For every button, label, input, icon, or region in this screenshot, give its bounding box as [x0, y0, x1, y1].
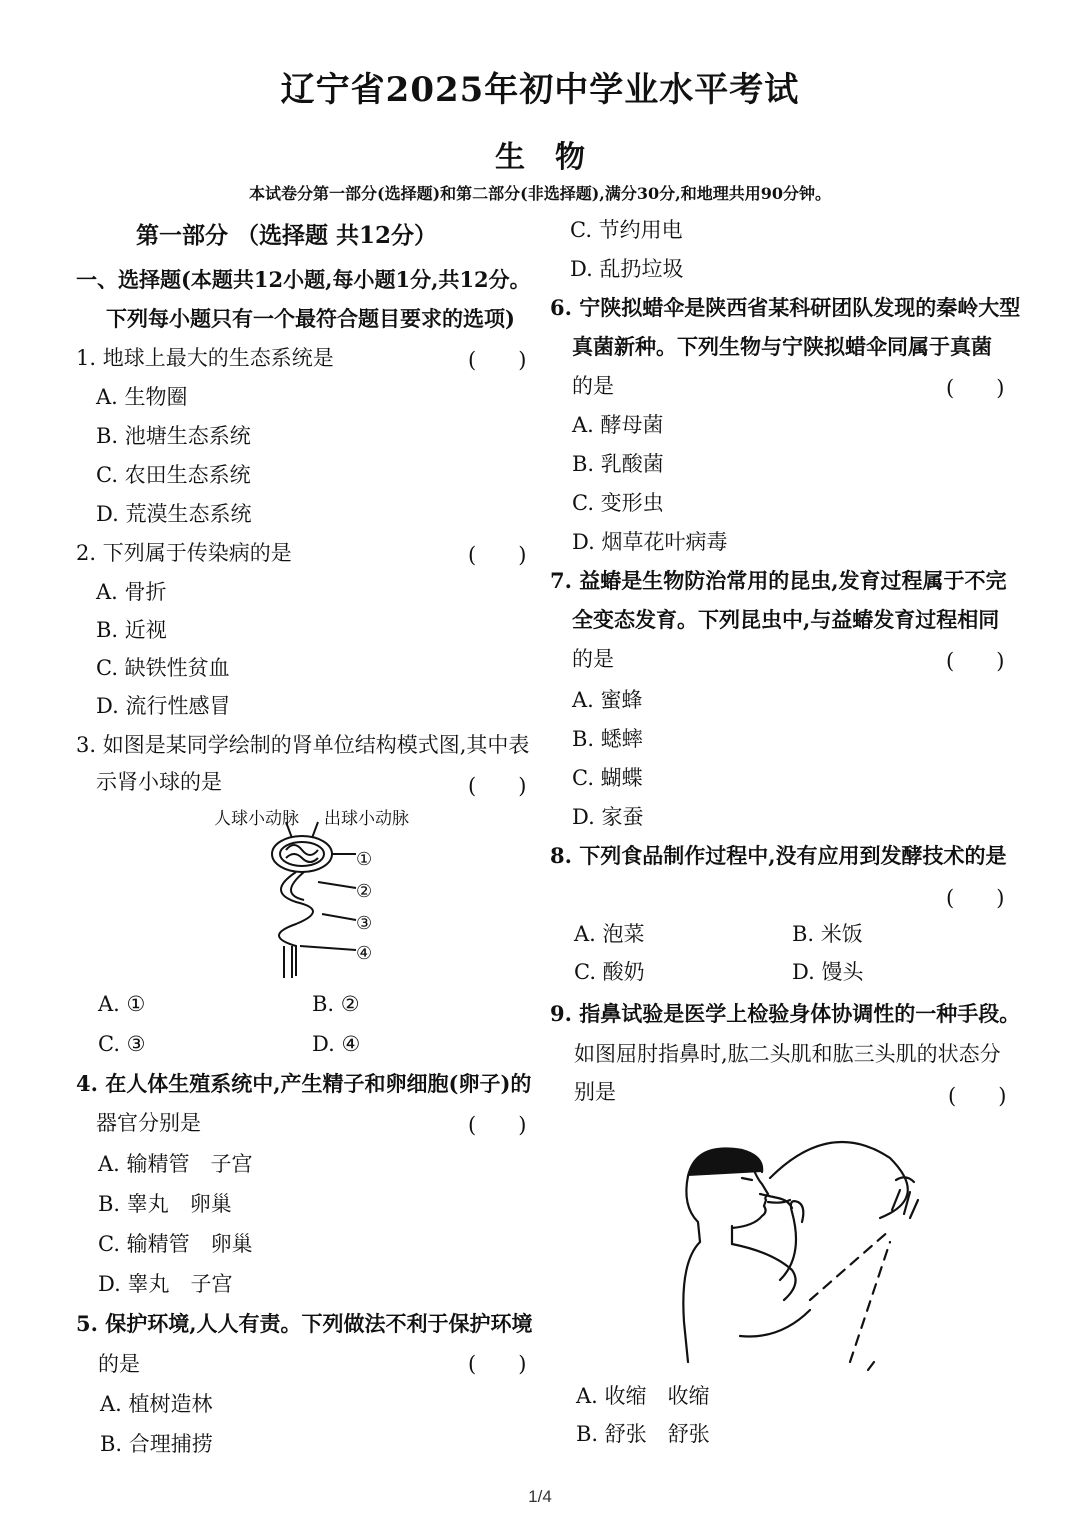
q1-option-c: C. 农田生态系统	[96, 463, 251, 487]
marker-2: ②	[356, 881, 373, 902]
q1-option-b: B. 池塘生态系统	[96, 424, 251, 448]
marker-1: ①	[356, 849, 373, 870]
q9-stem-line3: 别是	[574, 1080, 616, 1104]
q9-option-b: B. 舒张 舒张	[576, 1422, 710, 1446]
q4-option-d: D. 睾丸 子宫	[98, 1272, 233, 1296]
q3-option-a: A. ①	[98, 992, 146, 1016]
q2-option-c: C. 缺铁性贫血	[96, 656, 230, 680]
label-efferent-arteriole: 出球小动脉	[324, 809, 409, 829]
q7-option-d: D. 家蚕	[572, 805, 644, 829]
q8-option-a: A. 泡菜	[574, 922, 645, 946]
section-instruction-1: 一、选择题(本题共12小题,每小题1分,共12分。	[76, 267, 531, 292]
marker-4: ④	[356, 943, 373, 964]
q8-answer-blank: ( )	[946, 886, 1005, 910]
q8-option-c: C. 酸奶	[574, 960, 645, 984]
finger-nose-test-illustration	[660, 1130, 930, 1370]
q9-stem-line2: 如图屈肘指鼻时,肱二头肌和肱三头肌的状态分	[574, 1042, 1001, 1066]
exam-title: 辽宁省2025年初中学业水平考试	[280, 70, 800, 110]
q3-option-c: C. ③	[98, 1032, 146, 1056]
q6-answer-blank: ( )	[946, 376, 1005, 400]
exam-note: 本试卷分第一部分(选择题)和第二部分(非选择题),满分30分,和地理共用90分钟。	[249, 184, 831, 203]
section-instruction-2: 下列每小题只有一个最符合题目要求的选项)	[106, 306, 515, 331]
q4-stem-line1: 4. 在人体生殖系统中,产生精子和卵细胞(卵子)的	[76, 1071, 532, 1096]
q9-option-a: A. 收缩 收缩	[576, 1384, 710, 1408]
q4-option-a: A. 输精管 子宫	[98, 1152, 253, 1176]
q2-option-d: D. 流行性感冒	[96, 694, 231, 718]
q4-stem-line2: 器官分别是	[96, 1111, 201, 1135]
page-number: 1/4	[528, 1487, 552, 1506]
q3-answer-blank: ( )	[468, 774, 527, 798]
q7-option-c: C. 蝴蝶	[572, 766, 643, 790]
q7-stem-line1: 7. 益蝽是生物防治常用的昆虫,发育过程属于不完	[550, 568, 1007, 593]
q5-stem-line1: 5. 保护环境,人人有责。下列做法不利于保护环境	[76, 1311, 533, 1336]
q8-option-d: D. 馒头	[792, 960, 864, 984]
q5-option-b: B. 合理捕捞	[100, 1432, 213, 1456]
q3-stem-line1: 3. 如图是某同学绘制的肾单位结构模式图,其中表	[76, 733, 530, 757]
q5-answer-blank: ( )	[468, 1352, 527, 1376]
q6-option-d: D. 烟草花叶病毒	[572, 530, 728, 554]
q1-option-a: A. 生物圈	[96, 385, 188, 409]
q1-answer-blank: ( )	[468, 348, 527, 372]
q2-stem: 2. 下列属于传染病的是	[76, 541, 292, 565]
q7-answer-blank: ( )	[946, 649, 1005, 673]
q6-stem-line1: 6. 宁陕拟蜡伞是陕西省某科研团队发现的秦岭大型	[550, 295, 1021, 320]
q7-stem-line2: 全变态发育。下列昆虫中,与益蝽发育过程相同	[572, 607, 1000, 632]
marker-3: ③	[356, 913, 373, 934]
q5-option-a: A. 植树造林	[100, 1392, 213, 1416]
q8-stem: 8. 下列食品制作过程中,没有应用到发酵技术的是	[550, 843, 1007, 868]
q3-stem-line2: 示肾小球的是	[96, 770, 222, 794]
label-afferent-arteriole: 人球小动脉	[214, 809, 299, 829]
q2-option-b: B. 近视	[96, 618, 167, 642]
part1-heading: 第一部分 （选择题 共12分）	[136, 222, 438, 249]
q4-option-b: B. 睾丸 卵巢	[98, 1192, 232, 1216]
q1-stem: 1. 地球上最大的生态系统是	[76, 346, 334, 370]
q2-answer-blank: ( )	[468, 543, 527, 567]
q5-stem-line2: 的是	[98, 1352, 140, 1376]
q8-option-b: B. 米饭	[792, 922, 863, 946]
q6-option-c: C. 变形虫	[572, 491, 664, 515]
q4-answer-blank: ( )	[468, 1113, 527, 1137]
q5-option-c: C. 节约用电	[570, 218, 683, 242]
q4-option-c: C. 输精管 卵巢	[98, 1232, 253, 1256]
q9-answer-blank: ( )	[948, 1084, 1007, 1108]
q2-option-a: A. 骨折	[96, 580, 167, 604]
q7-stem-line3: 的是	[572, 647, 614, 671]
q6-stem-line2: 真菌新种。下列生物与宁陕拟蜡伞同属于真菌	[572, 334, 992, 359]
q1-option-d: D. 荒漠生态系统	[96, 502, 252, 526]
q6-stem-line3: 的是	[572, 374, 614, 398]
q3-option-d: D. ④	[312, 1032, 361, 1056]
q9-stem-line1: 9. 指鼻试验是医学上检验身体协调性的一种手段。	[550, 1001, 1021, 1026]
q7-option-a: A. 蜜蜂	[572, 688, 643, 712]
q7-option-b: B. 蟋蟀	[572, 727, 643, 751]
q3-option-b: B. ②	[312, 992, 360, 1016]
q6-option-b: B. 乳酸菌	[572, 452, 664, 476]
subject-title: 生物	[495, 140, 615, 175]
q5-option-d: D. 乱扔垃圾	[570, 257, 684, 281]
q6-option-a: A. 酵母菌	[572, 413, 664, 437]
